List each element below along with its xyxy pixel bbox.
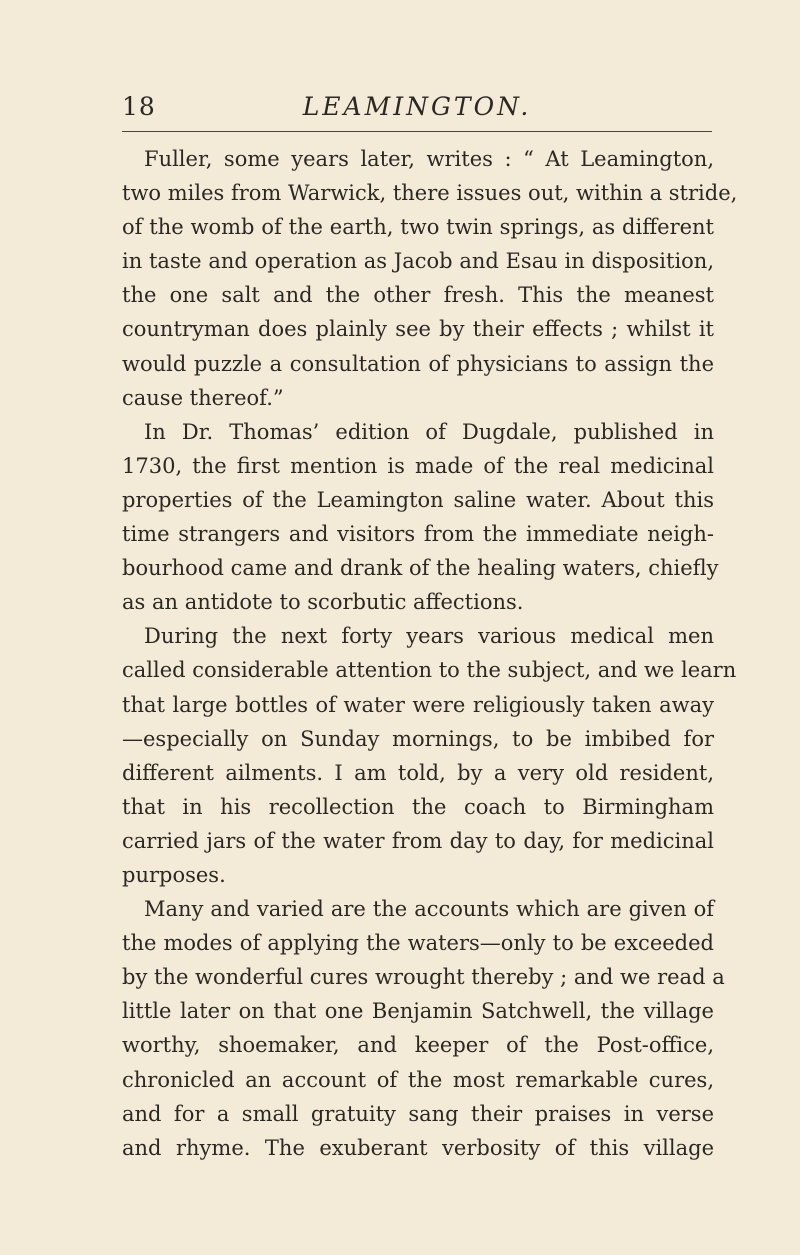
text-line: In Dr. Thomas’ edition of Dugdale, published in [144,419,714,444]
text-line: properties of the Leamington saline water. About this [122,487,714,512]
text-line: worthy, shoemaker, and keeper of the Post-office, [122,1033,714,1058]
text-line: time strangers and visitors from the immediate neigh- [122,522,714,547]
text-line: and for a small gratuity sang their praises in verse [122,1101,714,1126]
body-text [122,142,738,1165]
text-line: carried jars of the water from day to day, for medicinal [122,828,714,853]
text-line: the one salt and the other fresh. This the meanest [122,283,714,308]
text-line: by the wonderful cures wrought thereby ; and we read a [122,965,725,990]
text-line: the modes of applying the waters—only to be exceeded [122,931,714,956]
running-title: LEAMINGTON. [302,92,532,121]
text-line: and rhyme. The exuberant verbosity of this village [122,1135,714,1160]
text-line: cause thereof.” [122,385,284,410]
text-line: that in his recollection the coach to Birmingham [122,794,714,819]
text-line: chronicled an account of the most remarkable cures, [122,1067,714,1092]
text-line: During the next forty years various medical men [144,624,714,649]
text-line: would puzzle a consultation of physicians to assign the [122,351,714,376]
text-line: little later on that one Benjamin Satchwell, the village [122,999,714,1024]
text-line: Fuller, some years later, writes : “ At Leamington, [144,147,714,171]
text-line: Many and varied are the accounts which are given of [144,897,714,922]
text-line: in taste and operation as Jacob and Esau in disposition, [122,249,714,274]
text-line: of the womb of the earth, two twin springs, as different [122,215,714,240]
text-line: two miles from Warwick, there issues out, within a stride, [122,181,738,206]
page-header [122,92,712,128]
text-line: different ailments. I am told, by a very old resident, [122,760,714,785]
text-line: purposes. [122,862,226,887]
text-line: —especially on Sunday mornings, to be imbibed for [122,726,714,751]
text-line: bourhood came and drank of the healing waters, chiefly [122,556,719,581]
header-rule [122,131,712,132]
text-line: 1730, the first mention is made of the real medicinal [122,453,714,478]
text-line: that large bottles of water were religiously taken away [122,692,714,717]
text-line: as an antidote to scorbutic affections. [122,590,524,615]
text-line: called considerable attention to the subject, and we learn [122,658,737,683]
page-number: 18 [122,92,156,121]
text-line: countryman does plainly see by their effects ; whilst it [122,317,714,342]
